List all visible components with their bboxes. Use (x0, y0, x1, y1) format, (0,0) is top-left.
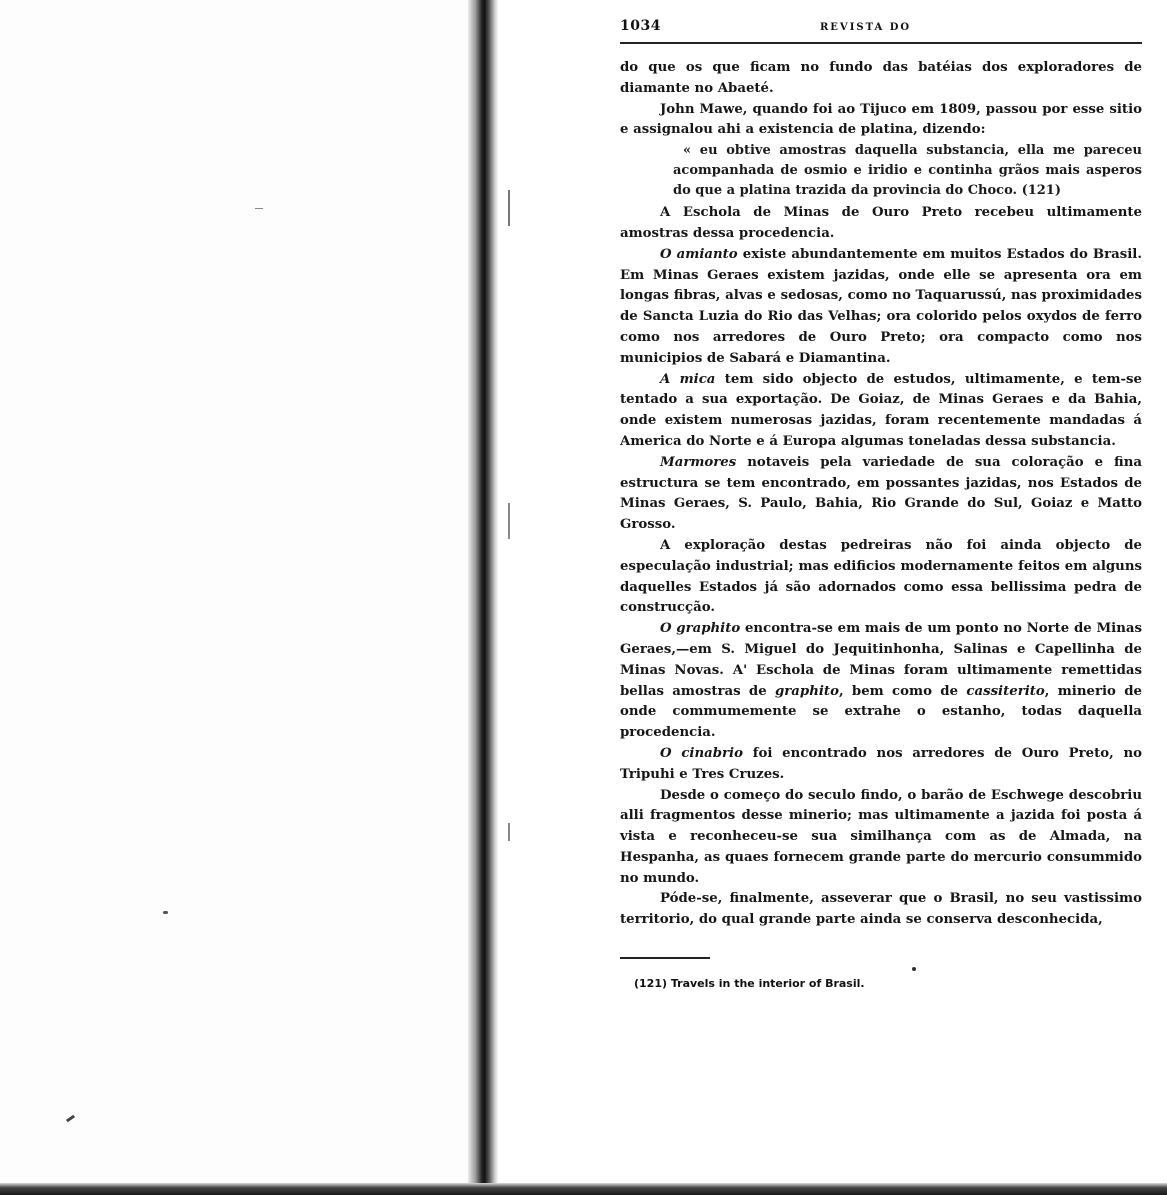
scan-speck (163, 911, 168, 914)
italic-term: A mica (660, 371, 716, 387)
paragraph-text: foi encontrado nos arredores de Ouro Preto, no Tripuhi e Tres Cruzes. (620, 745, 1142, 782)
italic-term: O graphito (660, 621, 741, 637)
scan-speck (912, 967, 916, 971)
paragraph (620, 744, 1142, 786)
gutter-mark (508, 503, 510, 539)
italic-term: Marmores (660, 454, 737, 470)
text-page (620, 14, 1142, 990)
paragraph: do que os que ficam no fundo das batéias dos exploradores de diamante no Abaeté. (620, 60, 1142, 96)
running-head (620, 14, 1142, 40)
paragraph-text: notaveis pela variedade de sua coloração e fina estructura se tem encontrado, em possantes jazidas, nos Estados de Minas Geraes, S. Paulo, Bahia, Rio Grande do Sul, Goiaz e Matto Grosso. (620, 454, 1142, 533)
book-binding-gutter (468, 0, 498, 1195)
footnote-rule (620, 957, 710, 959)
paragraph (620, 245, 1142, 370)
header-rule (620, 42, 1142, 44)
italic-term: O cinabrio (660, 745, 743, 761)
block-quote: « eu obtive amostras daquella substancia, ella me pareceu acompanhada de osmio e iridio e continha grãos mais asperos do que a platina trazida da provincia do Choco. (121) (673, 143, 1142, 199)
blank-left-page (0, 0, 480, 1195)
paragraph-text: , minerio de onde commumemente se extrahe o estanho, todas daquella procedencia. (620, 683, 1142, 741)
paragraph-text: existe abundantemente em muitos Estados do Brasil. Em Minas Geraes existem jazidas, onde elle se apresenta ora em longas fibras, alvas e sedosas, como no Taquarussú, nas proximidades de Sancta Luzia do Rio das Velhas; ora colorido pelos oxydos de ferro como nos arredores de Ouro Preto; ora compacto como nos municipios de Sabará e Diamantina. (620, 246, 1142, 366)
paragraph-text: encontra-se em mais de um ponto no Norte de Minas Geraes,—em S. Miguel do Jequitinhonha, Salinas e Capellinha de Minas Novas. A' Eschola de Minas foram ultimamente remettidas bellas amostras de (620, 621, 1142, 699)
italic-term: graphito (775, 683, 839, 699)
italic-term: cassiterito (966, 683, 1045, 699)
paragraph: A exploração destas pedreiras não foi ainda objecto de especulação industrial; mas edificios modernamente feitos em alguns daquelles Estados já são adornados como essa bellissima pedra de construcção. (620, 537, 1142, 616)
gutter-mark (508, 823, 510, 841)
gutter-mark (508, 190, 510, 226)
paragraph: Póde-se, finalmente, asseverar que o Brasil, no seu vastissimo territorio, do qual grande parte ainda se conserva desconhecida, (620, 891, 1142, 928)
paragraph: Desde o começo do seculo findo, o barão de Eschwege descobriu alli fragmentos desse minerio; mas ultimamente a jazida foi posta á vista e reconheceu-se sua similhança com as de Almada, na Hespanha, as quaes fornecem grande parte do mercurio consummido no mundo. (620, 787, 1142, 886)
footnote: (121) Travels in the interior of Brasil. (634, 977, 865, 991)
paragraph: A Eschola de Minas de Ouro Preto recebeu ultimamente amostras dessa procedencia. (620, 205, 1142, 241)
paragraph-text: , bem como de (838, 683, 967, 699)
paragraph-text: tem sido objecto de estudos, ultimamente, e tem-se tentado a sua exportação. De Goiaz, de Minas Geraes e da Bahia, onde existem numerosas jazidas, foram recentemente mandadas á America do Norte e á Europa algumas toneladas dessa substancia. (620, 371, 1143, 449)
scan-bottom-edge (0, 1183, 1167, 1195)
paragraph (620, 453, 1142, 536)
paragraph (620, 619, 1142, 744)
paragraph (620, 370, 1142, 453)
page-number: 1034 (620, 18, 661, 34)
paragraph: John Mawe, quando foi ao Tijuco em 1809, passou por esse sitio e assignalou ahi a existencia de platina, dizendo: (620, 101, 1142, 138)
italic-term: O amianto (660, 246, 738, 262)
scan-speck (255, 208, 263, 209)
journal-title: REVISTA DO (820, 22, 912, 33)
